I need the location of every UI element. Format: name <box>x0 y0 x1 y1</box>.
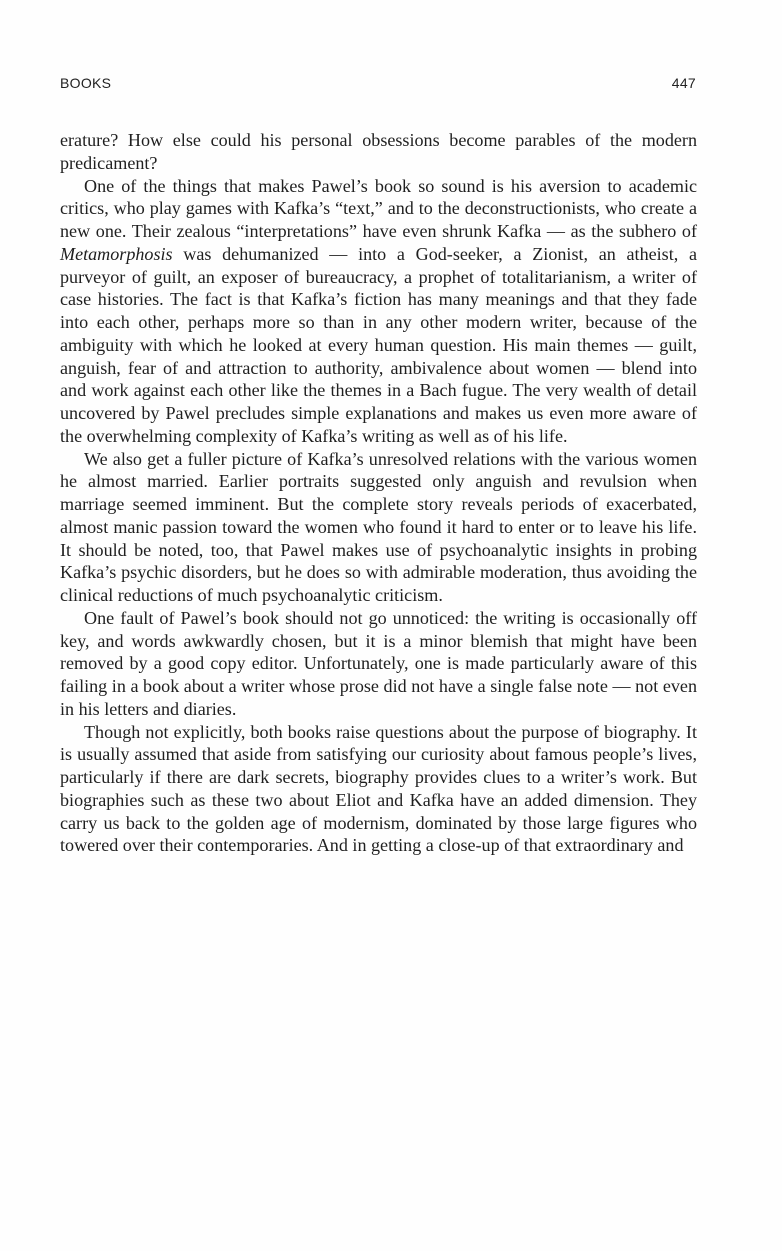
paragraph-4: One fault of Pawel’s book should not go unnoticed: the writing is occasionally off key, and words awkwardly chosen, but it is a minor blemish that might have been removed by a good copy editor. Unfortunately, one is made particularly aware of this failing in a book about a writer whose prose did not have a single false note — not even in his letters and diaries. <box>60 607 697 719</box>
paragraph-1: erature? How else could his personal obsessions become parables of the modern predicament? <box>60 130 697 173</box>
paragraph-5: Though not explicitly, both books raise questions about the purpose of biography. It is usually assumed that aside from satisfying our curiosity about famous people’s lives, particularly if there are dark secrets, biography provides clues to a writer’s work. But biographies such as these two about Eliot and Kafka have an added dimension. They carry us back to the golden age of modernism, dominated by those large figures who towered over their contemporaries. And in getting a close-up of that extraordinary and <box>60 721 697 856</box>
body-text <box>60 129 697 857</box>
page-number: 447 <box>671 75 696 91</box>
paragraph-3: We also get a fuller picture of Kafka’s unresolved relations with the various women he almost married. Earlier portraits suggested only anguish and revulsion when marriage seemed imminent. But the complete story reveals periods of exacerbated, almost manic passion toward the women who found it hard to enter or to leave his life. It should be noted, too, that Pawel makes use of psychoanalytic insights in probing Kafka’s psychic disorders, but he does so with admirable moderation, thus avoiding the clinical reductions of much psychoanalytic criticism. <box>60 448 697 605</box>
paragraph-2-part-2: was dehumanized — into a God-seeker, a Zionist, an atheist, a purveyor of guilt, an exposer of bureaucracy, a prophet of totalitarianism, a writer of case histories. The fact is that Kafka’s fiction has many meanings and that they fade into each other, perhaps more so than in any other modern writer, because of the ambiguity with which he looked at every human question. His main themes — guilt, anguish, fear of and attraction to authority, ambivalence about women — blend into and work against each other like the themes in a Bach fugue. The very wealth of detail uncovered by Pawel precludes simple explanations and makes us even more aware of the overwhelming complexity of Kafka’s writing as well as of his life. <box>60 243 697 446</box>
book-title-metamorphosis: Metamorphosis <box>60 243 173 264</box>
paragraph-2-part-1: One of the things that makes Pawel’s book so sound is his aversion to academic critics, who play games with Kafka’s “text,” and to the deconstructionists, who create a new one. Their zealous “interpretations” have even shrunk Kafka — as the subhero of <box>60 175 697 241</box>
section-title: BOOKS <box>60 75 112 91</box>
running-head <box>60 75 696 95</box>
paragraph-2 <box>60 175 697 448</box>
